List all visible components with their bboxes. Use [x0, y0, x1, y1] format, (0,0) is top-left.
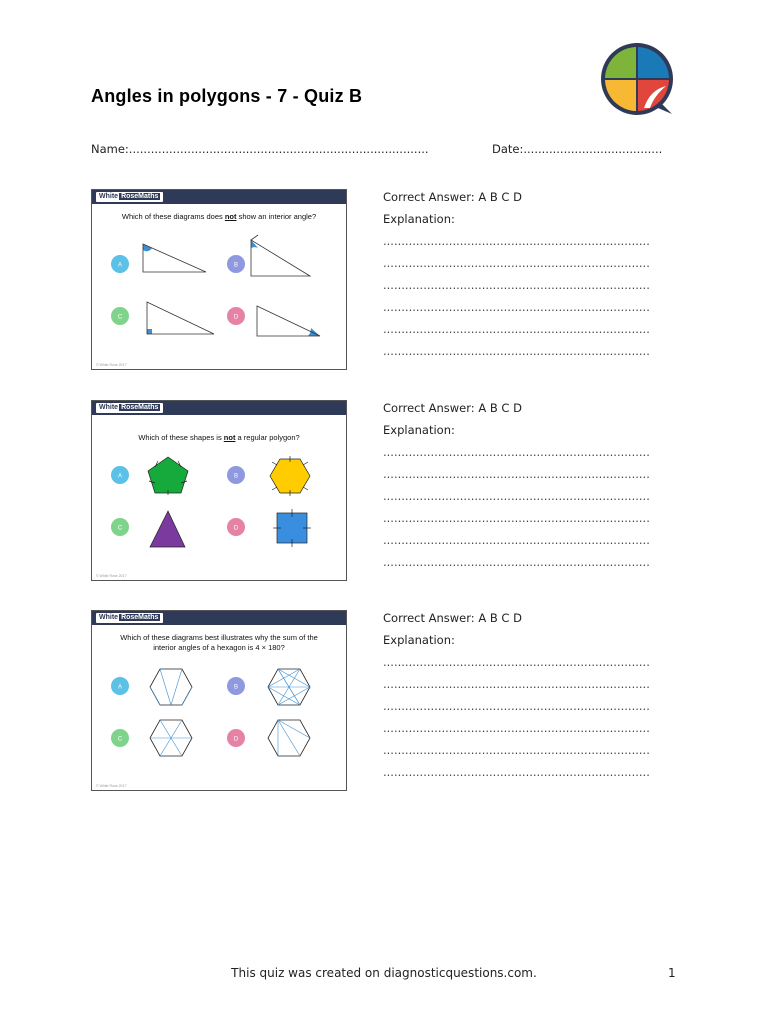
- explanation-line: .........................................................................: [383, 300, 650, 314]
- question-2-diagrams: [92, 401, 347, 581]
- explanation-line: .........................................................................: [383, 743, 650, 757]
- question-3-diagrams: [92, 611, 347, 791]
- explanation-label: Explanation:: [383, 633, 455, 647]
- question-3-slide: [91, 610, 347, 791]
- option-c-label: C: [117, 314, 123, 321]
- slide-copyright: © White Rose 2017: [96, 574, 127, 578]
- explanation-line: .........................................................................: [383, 699, 650, 713]
- question-text: Which of these shapes is not a regular polygon?: [138, 433, 300, 442]
- option-c-label: C: [117, 736, 123, 743]
- explanation-label: Explanation:: [383, 423, 455, 437]
- answer-block-2: [383, 397, 650, 573]
- white-rose-maths-logo: White RoseMaths: [96, 192, 163, 202]
- option-d-label: D: [233, 314, 239, 321]
- extended-line-b: [251, 235, 258, 240]
- explanation-line: .........................................................................: [383, 765, 650, 779]
- explanation-line: .........................................................................: [383, 655, 650, 669]
- page-title: Angles in polygons - 7 - Quiz B: [91, 86, 363, 106]
- explanation-line: .........................................................................: [383, 278, 650, 292]
- explanation-line: .........................................................................: [383, 677, 650, 691]
- option-b-label: B: [233, 684, 239, 691]
- option-d-label: D: [233, 736, 239, 743]
- correct-answer-label: Correct Answer: A B C D: [383, 401, 522, 415]
- triangle-c: [147, 302, 214, 334]
- question-text: Which of these diagrams does not show an interior angle?: [121, 212, 317, 221]
- explanation-line: .........................................................................: [383, 445, 650, 459]
- triangle-d: [257, 306, 320, 336]
- hexagon-c-diagonals: [150, 720, 192, 756]
- page-number: 1: [668, 966, 676, 980]
- date-field: Date:......................................: [492, 142, 663, 156]
- diagnostic-questions-logo-icon: [600, 42, 676, 118]
- triangle-b: [251, 240, 310, 276]
- explanation-line: .........................................................................: [383, 467, 650, 481]
- triangle-shape: [150, 511, 185, 547]
- hexagon-a: [150, 669, 192, 705]
- explanation-label: Explanation:: [383, 212, 455, 226]
- explanation-line: .........................................................................: [383, 489, 650, 503]
- explanation-line: .........................................................................: [383, 533, 650, 547]
- pentagon-shape: [148, 457, 188, 493]
- explanation-line: .........................................................................: [383, 344, 650, 358]
- slide-copyright: © White Rose 2017: [96, 784, 127, 788]
- hexagon-d-diagonals: [278, 720, 310, 756]
- option-b-label: B: [233, 473, 239, 480]
- white-rose-maths-logo: White RoseMaths: [96, 403, 163, 413]
- explanation-line: .........................................................................: [383, 256, 650, 270]
- option-a-label: A: [117, 684, 123, 691]
- answer-block-1: [383, 186, 650, 362]
- question-1-diagrams: [92, 190, 347, 370]
- name-field: Name:..................................................................................: [91, 142, 429, 156]
- white-rose-maths-logo: White RoseMaths: [96, 613, 163, 623]
- explanation-line: .........................................................................: [383, 322, 650, 336]
- option-c-label: C: [117, 525, 123, 532]
- question-2-slide: [91, 400, 347, 581]
- explanation-line: .........................................................................: [383, 721, 650, 735]
- option-b-label: B: [233, 262, 239, 269]
- triangle-a: [143, 244, 206, 272]
- option-d-label: D: [233, 525, 239, 532]
- option-a-label: A: [117, 262, 123, 269]
- question-1-slide: [91, 189, 347, 370]
- slide-copyright: © White Rose 2017: [96, 363, 127, 367]
- correct-answer-label: Correct Answer: A B C D: [383, 611, 522, 625]
- square-shape: [277, 513, 307, 543]
- correct-answer-label: Correct Answer: A B C D: [383, 190, 522, 204]
- answer-block-3: [383, 607, 650, 783]
- hexagon-a-diagonals: [150, 669, 192, 705]
- page-footer: This quiz was created on diagnosticquestions.com.: [231, 966, 537, 980]
- hexagon-b-diagonals: [268, 669, 310, 705]
- explanation-line: .........................................................................: [383, 555, 650, 569]
- explanation-line: .........................................................................: [383, 234, 650, 248]
- question-text: Which of these diagrams best illustrates why the sum of the interior angles of a hexagon is 4 × 180?: [120, 633, 318, 652]
- angle-marker-c: [147, 329, 152, 334]
- option-a-label: A: [117, 473, 123, 480]
- explanation-line: .........................................................................: [383, 511, 650, 525]
